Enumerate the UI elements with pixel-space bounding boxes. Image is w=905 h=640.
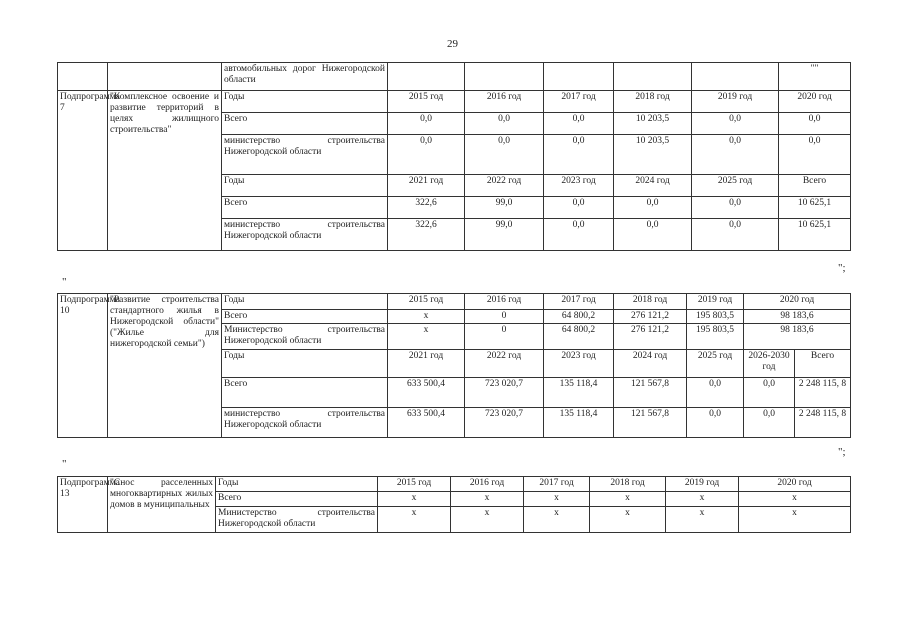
year-cell: 2020 год [779, 91, 851, 113]
value-cell: 0,0 [687, 408, 744, 438]
value-cell: 135 118,4 [544, 378, 614, 408]
program13-table [57, 476, 851, 533]
value-cell: 0,0 [544, 219, 614, 251]
value-cell: 0,0 [687, 378, 744, 408]
year-cell: 2024 год [614, 175, 692, 197]
value-cell: 0,0 [388, 135, 465, 175]
closing-quote-1: "; [838, 262, 846, 274]
value-cell: 0,0 [779, 113, 851, 135]
row-label: министерство строительства Нижегородской области [222, 219, 388, 251]
year-cell: 2023 год [544, 350, 614, 378]
year-cell: 2017 год [524, 477, 590, 492]
row-label: министерство строительства Нижегородской области [222, 135, 388, 175]
value-cell: 0,0 [388, 113, 465, 135]
top-table-mark: "" [779, 63, 851, 91]
years-label: Годы [222, 294, 388, 310]
value-cell: 0,0 [544, 135, 614, 175]
value-cell: 723 020,7 [465, 408, 544, 438]
row-label: Всего [222, 197, 388, 219]
value-cell: х [378, 492, 451, 507]
value-cell: 10 625,1 [779, 197, 851, 219]
program7-name: "Комплексное освоение и развитие территорий в целях жилищного строительства" [108, 91, 222, 251]
value-cell: 276 121,2 [614, 310, 687, 324]
year-cell: 2019 год [666, 477, 739, 492]
value-cell: х [388, 310, 465, 324]
value-cell: х [524, 492, 590, 507]
value-cell: 0 [465, 310, 544, 324]
year-cell: Всего [795, 350, 851, 378]
value-cell: х [524, 507, 590, 533]
year-cell: 2024 год [614, 350, 687, 378]
year-cell: 2023 год [544, 175, 614, 197]
year-cell: 2016 год [465, 294, 544, 310]
value-cell: х [739, 507, 851, 533]
value-cell: 10 625,1 [779, 219, 851, 251]
value-cell: х [378, 507, 451, 533]
value-cell: 99,0 [465, 197, 544, 219]
year-cell: 2018 год [590, 477, 666, 492]
row-label: Министерство строительства Нижегородской области [222, 324, 388, 350]
row-label: Всего [216, 492, 378, 507]
value-cell: 0,0 [544, 197, 614, 219]
value-cell: 0 [465, 324, 544, 350]
row-label: министерство строительства Нижегородской области [222, 408, 388, 438]
program10-label: Подпрограмма 10 [58, 294, 108, 438]
value-cell: 98 183,6 [744, 324, 851, 350]
value-cell: 0,0 [779, 135, 851, 175]
value-cell: 0,0 [744, 378, 795, 408]
value-cell: 2 248 115, 8 [795, 408, 851, 438]
program7-label: Подпрограмма 7 [58, 91, 108, 251]
value-cell: 98 183,6 [744, 310, 851, 324]
year-cell: Всего [779, 175, 851, 197]
value-cell: 195 803,5 [687, 324, 744, 350]
value-cell: х [739, 492, 851, 507]
value-cell: 0,0 [744, 408, 795, 438]
value-cell: 64 800,2 [544, 310, 614, 324]
program7-years-label: Годы [222, 91, 388, 113]
year-cell: 2015 год [378, 477, 451, 492]
value-cell: 121 567,8 [614, 378, 687, 408]
years-label: Годы [222, 350, 388, 378]
value-cell: 322,6 [388, 219, 465, 251]
row-label: Всего [222, 113, 388, 135]
value-cell: 633 500,4 [388, 408, 465, 438]
program7-table [57, 90, 851, 251]
year-cell: 2021 год [388, 350, 465, 378]
year-cell: 2022 год [465, 175, 544, 197]
year-cell: 2018 год [614, 91, 692, 113]
year-cell: 2025 год [687, 350, 744, 378]
year-cell: 2025 год [692, 175, 779, 197]
year-cell: 2018 год [614, 294, 687, 310]
value-cell: 99,0 [465, 219, 544, 251]
value-cell: 0,0 [692, 219, 779, 251]
opening-quote-2: " [62, 276, 67, 288]
year-cell: 2019 год [687, 294, 744, 310]
value-cell: 0,0 [465, 113, 544, 135]
years-label: Годы [216, 477, 378, 492]
value-cell: 633 500,4 [388, 378, 465, 408]
value-cell: 0,0 [465, 135, 544, 175]
value-cell: 0,0 [544, 113, 614, 135]
year-cell: 2026-2030 год [744, 350, 795, 378]
program13-label: Подпрограмма 13 [58, 477, 108, 533]
value-cell: 0,0 [614, 197, 692, 219]
value-cell: х [388, 324, 465, 350]
page-number: 29 [447, 38, 458, 50]
value-cell: х [451, 507, 524, 533]
top-table [57, 62, 851, 91]
program13-name: "Снос расселенных многоквартирных жилых домов в муниципальных [108, 477, 216, 533]
value-cell: 0,0 [692, 197, 779, 219]
value-cell: 0,0 [692, 113, 779, 135]
value-cell: 195 803,5 [687, 310, 744, 324]
year-cell: 2021 год [388, 175, 465, 197]
value-cell: 135 118,4 [544, 408, 614, 438]
value-cell: 10 203,5 [614, 135, 692, 175]
row-label: Всего [222, 310, 388, 324]
value-cell: 0,0 [692, 135, 779, 175]
year-cell: 2016 год [451, 477, 524, 492]
year-cell: 2016 год [465, 91, 544, 113]
closing-quote-2: "; [838, 446, 846, 458]
program10-table [57, 293, 851, 438]
value-cell: 723 020,7 [465, 378, 544, 408]
value-cell: х [451, 492, 524, 507]
opening-quote-3: " [62, 458, 67, 470]
year-cell: 2015 год [388, 294, 465, 310]
value-cell: х [666, 492, 739, 507]
row-label: Министерство строительства Нижегородской области [216, 507, 378, 533]
value-cell: 322,6 [388, 197, 465, 219]
value-cell: х [590, 492, 666, 507]
value-cell: 2 248 115, 8 [795, 378, 851, 408]
year-cell: 2019 год [692, 91, 779, 113]
top-table-description: автомобильных дорог Нижегородской области [222, 63, 388, 91]
value-cell: х [590, 507, 666, 533]
year-cell: 2022 год [465, 350, 544, 378]
year-cell: 2017 год [544, 91, 614, 113]
row-label: Всего [222, 378, 388, 408]
year-cell: 2020 год [744, 294, 851, 310]
value-cell: 276 121,2 [614, 324, 687, 350]
year-cell: 2017 год [544, 294, 614, 310]
year-cell: 2015 год [388, 91, 465, 113]
value-cell: х [666, 507, 739, 533]
year-cell: 2020 год [739, 477, 851, 492]
value-cell: 0,0 [614, 219, 692, 251]
program10-name: "Развитие строительства стандартного жилья в Нижегородской области" ("Жилье для нижегородской семьи") [108, 294, 222, 438]
value-cell: 10 203,5 [614, 113, 692, 135]
program7-years-label-2: Годы [222, 175, 388, 197]
value-cell: 121 567,8 [614, 408, 687, 438]
value-cell: 64 800,2 [544, 324, 614, 350]
